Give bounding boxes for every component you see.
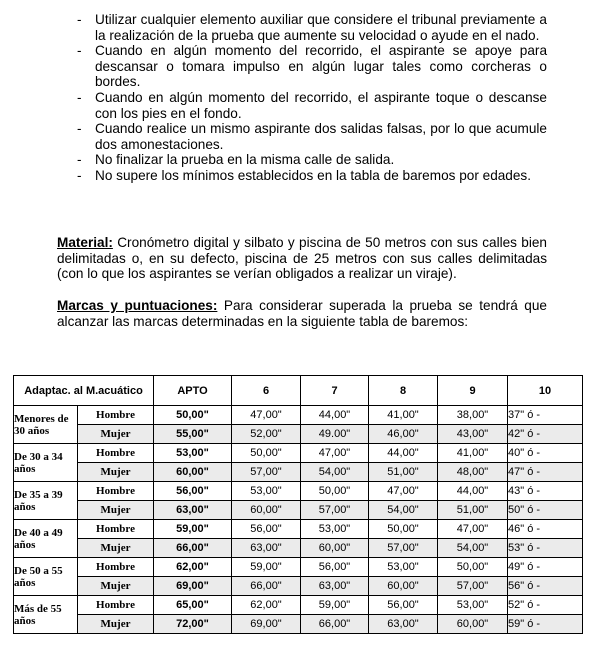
apto-cell: 50,00": [154, 406, 232, 425]
bullet-dash: -: [77, 43, 82, 59]
sex-cell: Mujer: [78, 463, 154, 482]
score-7-cell: 60,00": [301, 539, 369, 558]
score-10-cell: 42" ó -: [508, 425, 583, 444]
marcas-text: Para considerar superada la prueba se tendrá que alcanzar las marcas determinadas en la siguiente tabla de baremos:: [57, 298, 547, 329]
score-7-cell: 66,00": [301, 615, 369, 634]
bullet-dash: -: [77, 12, 82, 27]
age-group-cell: Menores de 30 años: [14, 406, 78, 444]
age-group-cell: De 35 a 39 años: [14, 482, 78, 520]
sex-cell: Hombre: [78, 558, 154, 577]
score-9-cell: 44,00": [438, 482, 508, 501]
header-score-6: 6: [232, 376, 301, 406]
score-7-cell: 59,00": [301, 596, 369, 615]
table-row: [14, 596, 583, 615]
score-10-cell: 53" ó -: [508, 539, 583, 558]
score-6-cell: 53,00": [232, 482, 301, 501]
apto-cell: 60,00": [154, 463, 232, 482]
score-8-cell: 57,00": [369, 539, 438, 558]
list-item: - No supere los mínimos establecidos en la tabla de baremos por edades.: [77, 167, 532, 183]
score-8-cell: 56,00": [369, 596, 438, 615]
score-7-cell: 49.00": [301, 425, 369, 444]
apto-cell: 63,00": [154, 501, 232, 520]
header-adaptacion: Adaptac. al M.acuático: [14, 376, 154, 406]
age-group-cell: De 40 a 49 años: [14, 520, 78, 558]
score-6-cell: 60,00": [232, 501, 301, 520]
sex-cell: Mujer: [78, 577, 154, 596]
score-6-cell: 59,00": [232, 558, 301, 577]
table-row: [14, 463, 583, 482]
score-6-cell: 57,00": [232, 463, 301, 482]
apto-cell: 55,00": [154, 425, 232, 444]
bullet-dash: -: [77, 167, 82, 183]
table-row: [14, 615, 583, 634]
score-8-cell: 41,00": [369, 406, 438, 425]
apto-cell: 56,00": [154, 482, 232, 501]
score-6-cell: 56,00": [232, 520, 301, 539]
score-7-cell: 56,00": [301, 558, 369, 577]
score-6-cell: 69,00": [232, 615, 301, 634]
score-10-cell: 46" ó -: [508, 520, 583, 539]
score-9-cell: 48,00": [438, 463, 508, 482]
sex-cell: Mujer: [78, 501, 154, 520]
header-score-9: 9: [438, 376, 508, 406]
age-group-cell: Más de 55 años: [14, 596, 78, 634]
bullet-dash: -: [77, 89, 82, 105]
score-8-cell: 54,00": [369, 501, 438, 520]
table-row: [14, 577, 583, 596]
score-10-cell: 52" ó -: [508, 596, 583, 615]
table-row: [14, 558, 583, 577]
score-9-cell: 60,00": [438, 615, 508, 634]
table-row: [14, 482, 583, 501]
score-9-cell: 43,00": [438, 425, 508, 444]
table-row: [14, 406, 583, 425]
marcas-label: Marcas y puntuaciones:: [57, 298, 218, 313]
score-10-cell: 37" ó -: [508, 406, 583, 425]
sex-cell: Hombre: [78, 406, 154, 425]
score-7-cell: 47,00": [301, 444, 369, 463]
header-score-7: 7: [301, 376, 369, 406]
material-paragraph: [57, 235, 547, 282]
score-8-cell: 50,00": [369, 520, 438, 539]
score-9-cell: 51,00": [438, 501, 508, 520]
score-10-cell: 50" ó -: [508, 501, 583, 520]
score-10-cell: 56" ó -: [508, 577, 583, 596]
score-7-cell: 54,00": [301, 463, 369, 482]
baremos-table: [13, 375, 583, 634]
score-9-cell: 50,00": [438, 558, 508, 577]
list-item: - Cuando realice un mismo aspirante dos salidas falsas, por lo que acumule dos amonestaciones.: [77, 121, 547, 152]
sex-cell: Hombre: [78, 444, 154, 463]
table-row: [14, 539, 583, 558]
material-text: Cronómetro digital y silbato y piscina de 50 metros con sus calles bien delimitadas o, en su defecto, piscina de 25 metros con sus calles delimitadas (con lo que los aspirantes se verían obligados a realizar un viraje).: [57, 235, 547, 282]
score-8-cell: 60,00": [369, 577, 438, 596]
score-9-cell: 47,00": [438, 520, 508, 539]
apto-cell: 53,00": [154, 444, 232, 463]
table-row: [14, 425, 583, 444]
list-item: - Cuando en algún momento del recorrido, el aspirante se apoye para descansar o tomara impulso en algún lugar tales como corcheras o bordes.: [77, 43, 547, 90]
age-group-cell: De 50 a 55 años: [14, 558, 78, 596]
score-10-cell: 43" ó -: [508, 482, 583, 501]
exclusion-list: [77, 12, 547, 184]
score-9-cell: 53,00": [438, 596, 508, 615]
score-6-cell: 66,00": [232, 577, 301, 596]
marcas-paragraph: [57, 298, 547, 329]
score-10-cell: 59" ó -: [508, 615, 583, 634]
score-9-cell: 41,00": [438, 444, 508, 463]
material-label: Material:: [57, 235, 113, 250]
sex-cell: Hombre: [78, 596, 154, 615]
score-7-cell: 63,00": [301, 577, 369, 596]
sex-cell: Mujer: [78, 425, 154, 444]
table-row: [14, 444, 583, 463]
apto-cell: 66,00": [154, 539, 232, 558]
bullet-dash: -: [77, 121, 82, 137]
age-group-cell: De 30 a 34 años: [14, 444, 78, 482]
table-row: [14, 501, 583, 520]
score-8-cell: 47,00": [369, 482, 438, 501]
apto-cell: 69,00": [154, 577, 232, 596]
list-item: - Cuando en algún momento del recorrido, el aspirante toque o descanse con los pies en el fondo.: [77, 89, 547, 121]
sex-cell: Mujer: [78, 615, 154, 634]
score-6-cell: 62,00": [232, 596, 301, 615]
score-8-cell: 46,00": [369, 425, 438, 444]
apto-cell: 59,00": [154, 520, 232, 539]
table-row: [14, 520, 583, 539]
score-7-cell: 53,00": [301, 520, 369, 539]
sex-cell: Hombre: [78, 482, 154, 501]
header-apto: APTO: [154, 376, 232, 406]
table-header-row: [14, 376, 583, 406]
header-score-8: 8: [369, 376, 438, 406]
score-6-cell: 47,00": [232, 406, 301, 425]
score-8-cell: 44,00": [369, 444, 438, 463]
score-10-cell: 49" ó -: [508, 558, 583, 577]
apto-cell: 65,00": [154, 596, 232, 615]
score-6-cell: 63,00": [232, 539, 301, 558]
apto-cell: 72,00": [154, 615, 232, 634]
score-6-cell: 52,00": [232, 425, 301, 444]
apto-cell: 62,00": [154, 558, 232, 577]
score-7-cell: 57,00": [301, 501, 369, 520]
score-7-cell: 44,00": [301, 406, 369, 425]
score-6-cell: 50,00": [232, 444, 301, 463]
score-8-cell: 63,00": [369, 615, 438, 634]
list-item: - Utilizar cualquier elemento auxiliar que considere el tribunal previamente a la realización de la prueba que aumente su velocidad o ayude en el nado.: [77, 12, 547, 43]
score-9-cell: 54,00": [438, 539, 508, 558]
score-9-cell: 57,00": [438, 577, 508, 596]
header-score-10: 10: [508, 376, 583, 406]
list-item: - No finalizar la prueba en la misma calle de salida.: [77, 152, 395, 168]
score-8-cell: 51,00": [369, 463, 438, 482]
sex-cell: Mujer: [78, 539, 154, 558]
score-8-cell: 53,00": [369, 558, 438, 577]
score-7-cell: 50,00": [301, 482, 369, 501]
bullet-dash: -: [77, 152, 82, 168]
score-9-cell: 38,00": [438, 406, 508, 425]
score-10-cell: 40" ó -: [508, 444, 583, 463]
sex-cell: Hombre: [78, 520, 154, 539]
score-10-cell: 47" ó -: [508, 463, 583, 482]
